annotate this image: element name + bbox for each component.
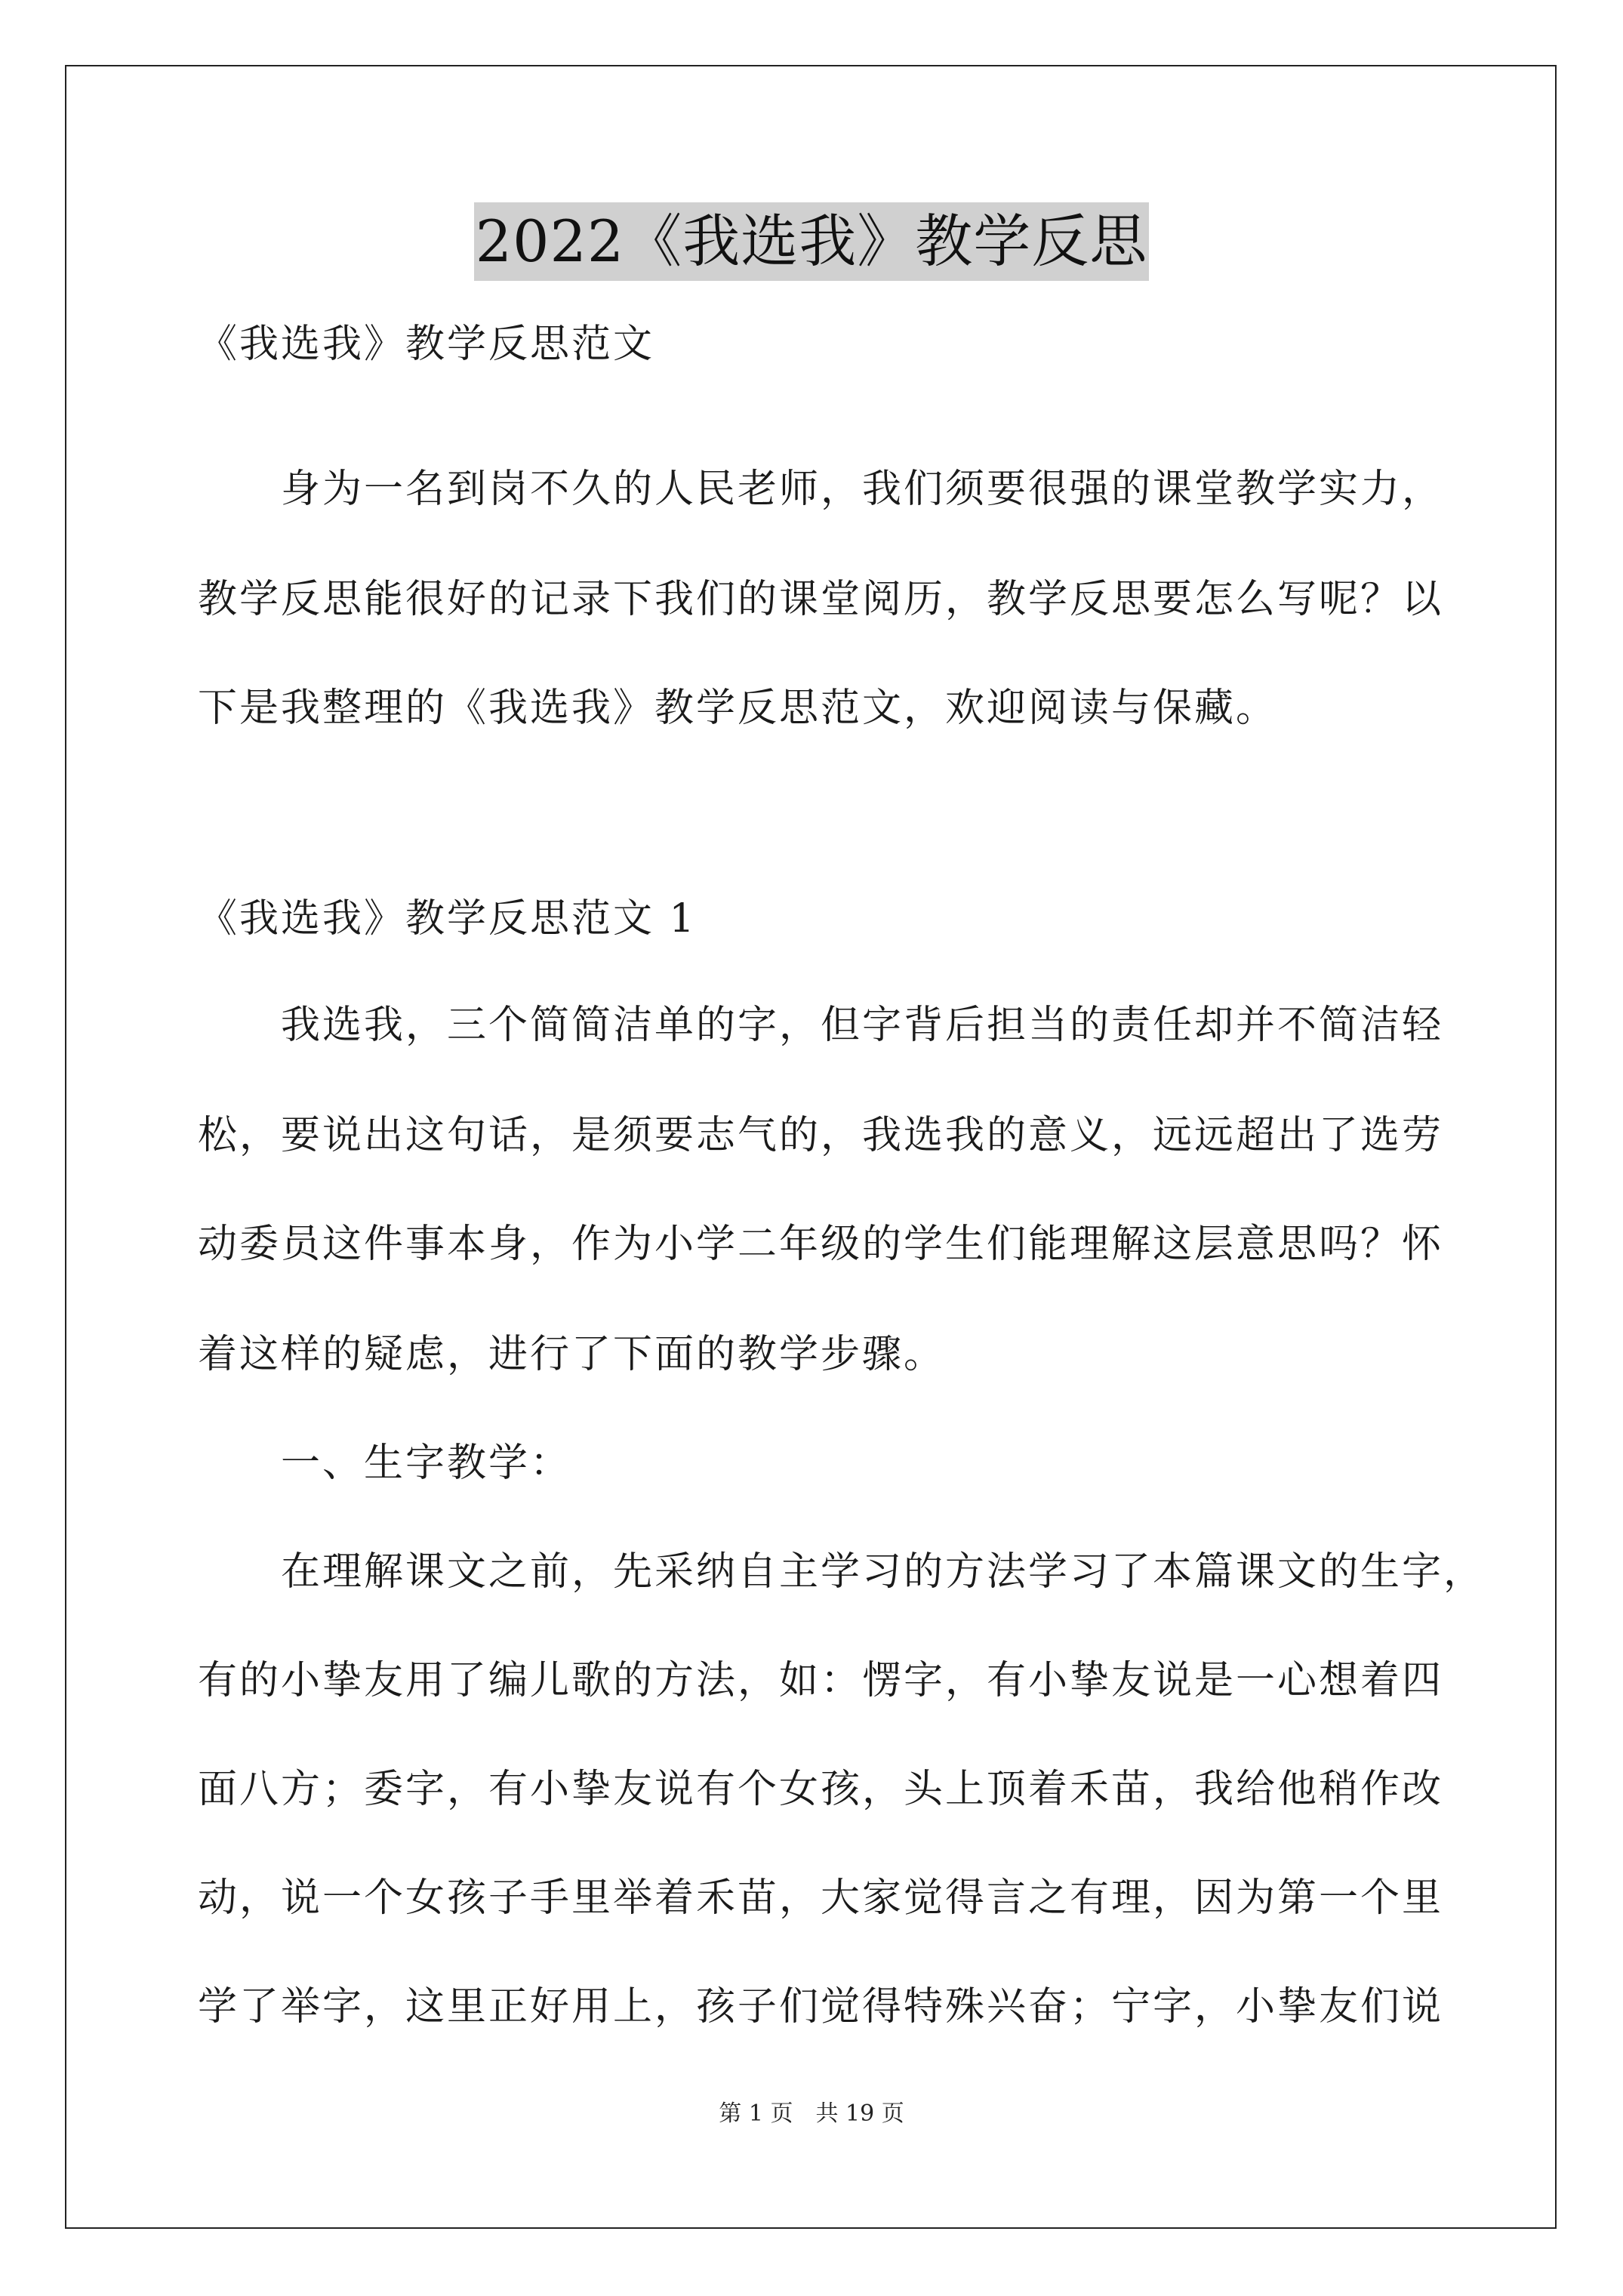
paragraph-line: 动委员这件事本身，作为小学二年级的学生们能理解这层意思吗？怀 bbox=[198, 1222, 1444, 1267]
paragraph-line: 有的小挚友用了编儿歌的方法，如：愣字，有小挚友说是一心想着四 bbox=[198, 1658, 1444, 1703]
paragraph-line: 身为一名到岗不久的人民老师，我们须要很强的课堂教学实力， bbox=[198, 467, 1444, 512]
paragraph-line: 学了举字，这里正好用上，孩子们觉得特殊兴奋；宁字，小挚友们说 bbox=[198, 1984, 1444, 2029]
paragraph-line: 面八方；委字，有小挚友说有个女孩，头上顶着禾苗，我给他稍作改 bbox=[198, 1767, 1444, 1812]
paragraph-line: 动，说一个女孩子手里举着禾苗，大家觉得言之有理，因为第一个里 bbox=[198, 1875, 1444, 1921]
paragraph-line: 松，要说出这句话，是须要志气的，我选我的意义，远远超出了选劳 bbox=[198, 1113, 1444, 1158]
page-footer: 第 1 页 共 19 页 bbox=[719, 2100, 904, 2127]
title-container bbox=[0, 202, 1623, 281]
paragraph-line: 在理解课文之前，先采纳自主学习的方法学习了本篇课文的生字， bbox=[198, 1549, 1486, 1595]
section-heading: 《我选我》教学反思范文 bbox=[198, 322, 655, 367]
subsection-heading: 一、生字教学： bbox=[198, 1441, 572, 1486]
section-heading: 《我选我》教学反思范文 1 bbox=[198, 896, 697, 942]
paragraph-line: 下是我整理的《我选我》教学反思范文，欢迎阅读与保藏。 bbox=[198, 686, 1278, 731]
paragraph-line: 着这样的疑虑，进行了下面的教学步骤。 bbox=[198, 1332, 946, 1377]
paragraph-line: 我选我，三个简简洁单的字，但字背后担当的责任却并不简洁轻 bbox=[198, 1003, 1444, 1048]
document-title: 2022《我选我》教学反思 bbox=[474, 202, 1149, 281]
paragraph-line: 教学反思能很好的记录下我们的课堂阅历，教学反思要怎么写呢？以 bbox=[198, 577, 1444, 622]
